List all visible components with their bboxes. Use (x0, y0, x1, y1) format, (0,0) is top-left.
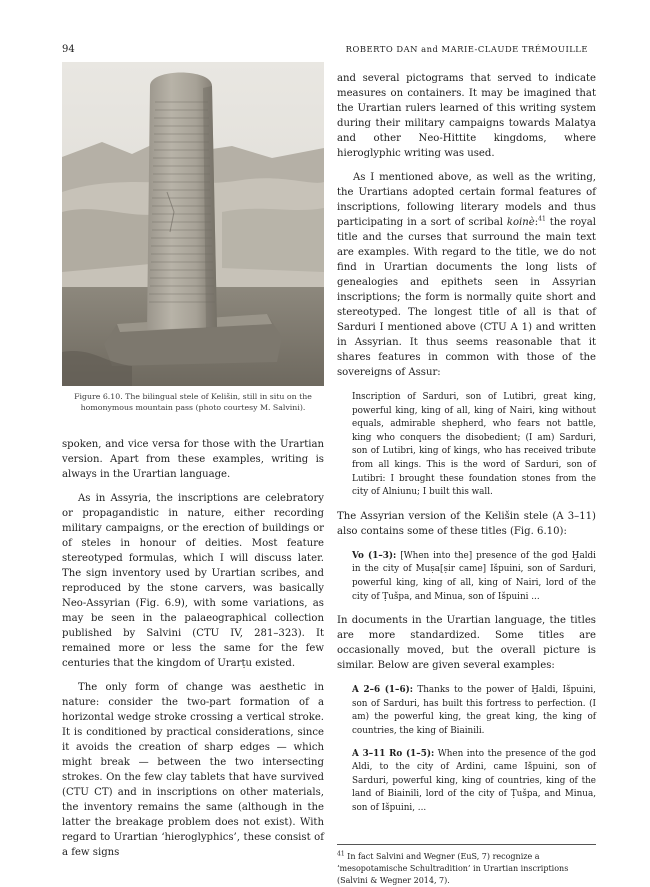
quote-label: A 3–11 Ro (1–5): (352, 748, 435, 759)
paragraph: spoken, and vice versa for those with the Urartian version. Apart from these examples, writing is always in the Urartian language. (62, 439, 324, 480)
italic-term: koinè (506, 217, 535, 228)
footnote-ref[interactable]: 41 (538, 215, 546, 223)
left-column (62, 437, 324, 860)
paragraph: As I mentioned above, as well as the writing, the Urartians adopted certain formal features of inscriptions, following literary models and thus participating in a sort of scribal koinè:$^{41}$ the royal title and the curses that surround the main text are examples. With regard to the title, we do not find in Urartian documents the long lists of genealogies and epithets seen in Assyrian inscriptions; the form is normally quite short and stereotyped. The longest title of all is that of Sarduri I mentioned above (CTU A 1) and written in Assyrian. It thus seems reasonable that it shares features in common with those of the sovereigns of Assur: (337, 172, 596, 378)
page-header (62, 44, 588, 58)
paragraph: The Assyrian version of the Kelišin stele (A 3–11) also contains some of these titles (Fig. 6.10): (337, 510, 596, 537)
quote-label: A 2–6 (1–6): (352, 685, 413, 696)
page-number: 94 (62, 44, 75, 55)
paragraph: The only form of change was aesthetic in nature: consider the two-part formation of a horizontal wedge stroke crossing a vertical stroke. It is conditioned by practical considerations, since it avoids the creation of sharp edges — which might break — between the two intersecting strokes. On the few clay tablets that have survived (CTU CT) and in inscriptions on other materials, the inventory remains the same (although in the latter the breakage problem does not exist). With regard to Urartian ‘hieroglyphics’, these consist of a few signs (62, 682, 324, 858)
paragraph: As in Assyria, the inscriptions are celebratory or propagandistic in nature, either recording military campaigns, or the erection of buildings or of steles in honour of deities. Most feature stereotyped formulas, which I will discuss later. The sign inventory used by Urartian scribes, and reproduced by the stone carvers, was basically Neo-Assyrian (Fig. 6.9), with some variations, as may be seen in the palaeographical collection published by Salvini (CTU IV, 281–323). It remained more or less the same for the few centuries that the kingdom of Urarṭu existed. (62, 493, 324, 669)
block-quote: Vo (1–3): [When into the] presence of the god Ḫaldi in the city of Muṣa[ṣir came] Išpuini, son of Sarduri, powerful king, king of all, king of Nairi, lord of the city of Ṭušpa, and Minua, son of Išpuini ... (352, 550, 596, 602)
footnote: $^{41}$ In fact Salvini and Wegner (EuS, 7) recognize a ‘mesopotamische Schultradition’ in Urartian inscriptions (Salvini & Wegner 2014, 7). (337, 850, 569, 886)
paragraph: and several pictograms that served to indicate measures on containers. It may be imagined that the Urartian rulers learned of this writing system during their military campaigns towards Malatya and other Neo-Hittite kingdoms, where hieroglyphic writing was used. (337, 73, 596, 159)
quote-label: Vo (1–3): (352, 550, 397, 561)
block-quote: A 3–11 Ro (1–5): When into the presence of the god Aldi, to the city of Ardini, came Išpuini, son of Sarduri, powerful king, king of countries, king of the land of Biainili, lord of the city of Ṭušpa, and Minua, son of Išpuini, ... (352, 748, 596, 813)
paragraph: In documents in the Urartian language, the titles are more standardized. Some titles are occasionally moved, but the overall picture is similar. Below are given several examples: (337, 615, 596, 672)
right-column (337, 71, 596, 887)
block-quote: A 2–6 (1–6): Thanks to the power of Ḫaldi, Išpuini, son of Sarduri, has built this fortress to perfection. (I am) the powerful king, the great king, the king of countries, the king of Biainili. (352, 685, 596, 736)
footnote-rule (337, 844, 596, 845)
stele-photo (62, 62, 324, 386)
block-quote: Inscription of Sarduri, son of Lutibri, great king, powerful king, king of all, king of Nairi, king without equals, admirable shepherd, who fears not battle, king who conquers the disobedient; (I am) Sarduri, son of Lutibri, king of kings, who has received tribute from all kings. This is the word of Sarduri, son of Lutibri: I brought these foundation stones from the city of Alniunu; I built this wall. (352, 392, 596, 498)
running-head: ROBERTO DAN and MARIE-CLAUDE TRÉMOUILLE (345, 44, 588, 54)
footnote-number: 41 (337, 850, 345, 858)
figure-caption: Figure 6.10. The bilingual stele of Kelišin, still in situ on the homonymous mountain pass (photo courtesy M. Salvini). (74, 392, 312, 412)
